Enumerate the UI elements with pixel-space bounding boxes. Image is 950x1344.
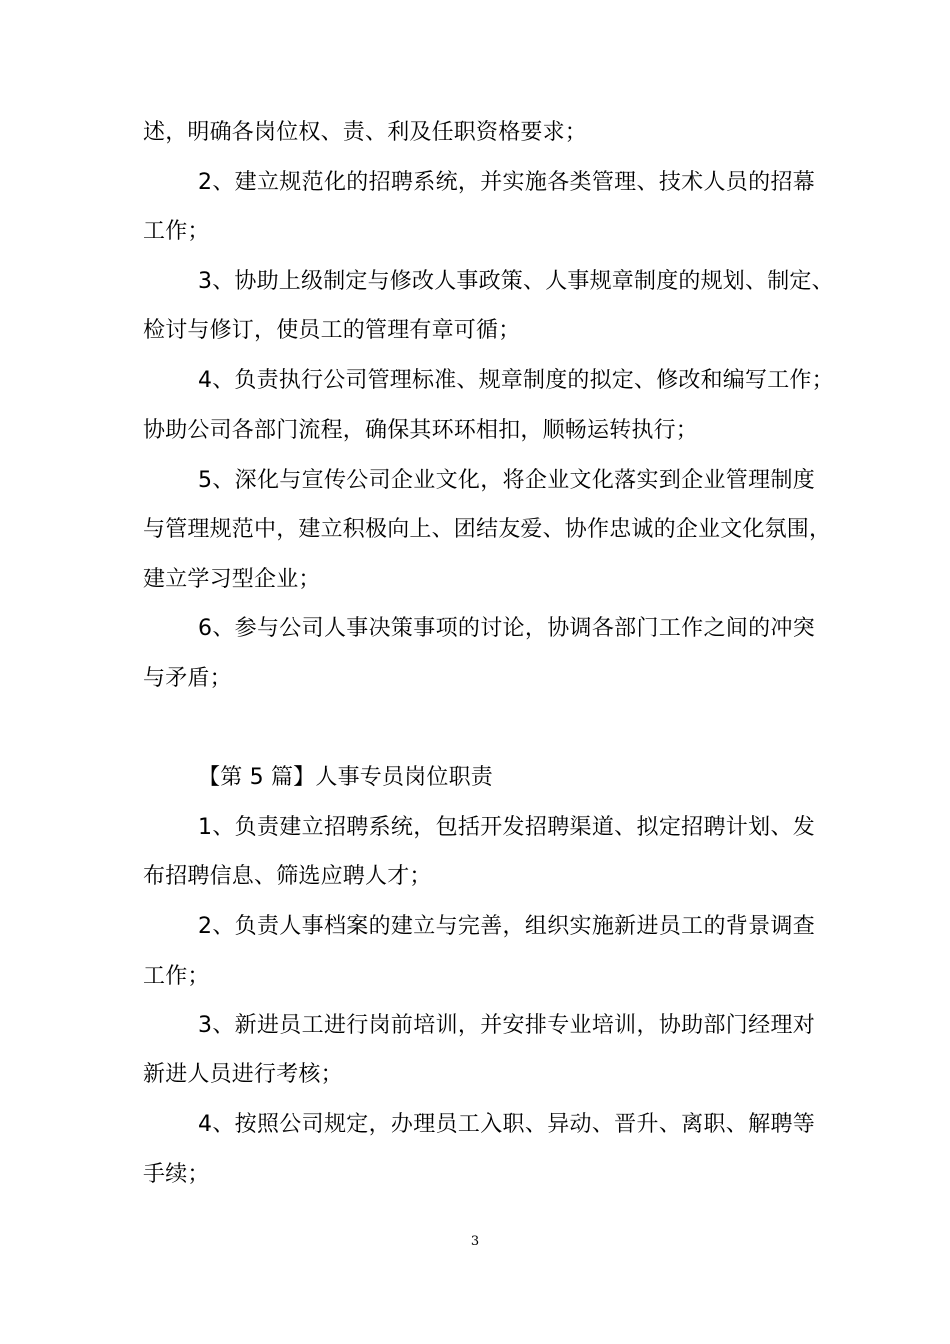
text-line: 新进人员进行考核；	[143, 1062, 343, 1087]
page-number: 3	[470, 1234, 480, 1249]
text-line: 检讨与修订，使员工的管理有章可循；	[143, 318, 521, 343]
text-line: 3、新进员工进行岗前培训，并安排专业培训，协助部门经理对	[198, 1013, 815, 1038]
text-line: 协助公司各部门流程，确保其环环相扣，顺畅运转执行；	[143, 418, 699, 443]
text-line: 4、按照公司规定，办理员工入职、异动、晋升、离职、解聘等	[198, 1112, 815, 1137]
text-line: 布招聘信息、筛选应聘人才；	[143, 864, 432, 889]
text-line: 建立学习型企业；	[143, 567, 321, 592]
text-line: 3、协助上级制定与修改人事政策、人事规章制度的规划、制定、	[198, 269, 834, 294]
text-line: 与管理规范中，建立积极向上、团结友爱、协作忠诚的企业文化氛围，	[143, 517, 832, 542]
text-line: 5、深化与宣传公司企业文化，将企业文化落实到企业管理制度	[198, 468, 815, 493]
text-line: 述，明确各岗位权、责、利及任职资格要求；	[143, 120, 588, 145]
text-line: 6、参与公司人事决策事项的讨论，协调各部门工作之间的冲突	[198, 616, 815, 641]
text-line: 1、负责建立招聘系统，包括开发招聘渠道、拟定招聘计划、发	[198, 815, 815, 840]
text-line: 4、负责执行公司管理标准、规章制度的拟定、修改和编写工作；	[198, 368, 834, 393]
text-line: 工作；	[143, 964, 210, 989]
text-line: 2、建立规范化的招聘系统，并实施各类管理、技术人员的招幕	[198, 170, 815, 195]
text-line: 2、负责人事档案的建立与完善，组织实施新进员工的背景调查	[198, 914, 815, 939]
text-line: 工作；	[143, 219, 210, 244]
text-line: 与矛盾；	[143, 666, 232, 691]
section-heading: 【第 5 篇】人事专员岗位职责	[198, 765, 493, 790]
text-line: 手续；	[143, 1162, 210, 1187]
